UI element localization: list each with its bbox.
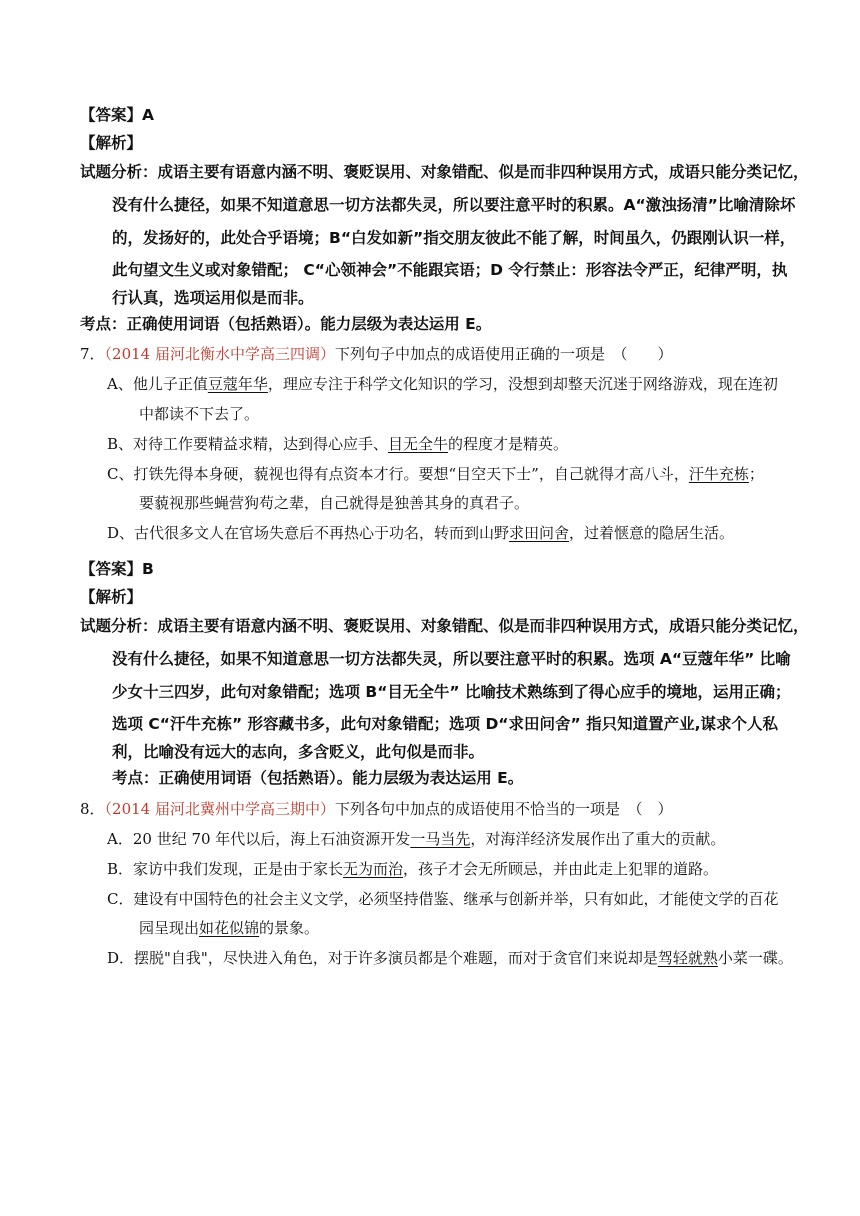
q8-option-a: A．20 世纪 70 年代以后，海上石油资源开发一马当先，对海洋经济发展作出了重大的贡献。 [107,830,726,848]
question-number: 8． [80,800,105,818]
q8-option-b: B．家访中我们发现，正是由于家长无为而治，孩子才会无所顾忌，并由此走上犯罪的道路。 [107,860,719,878]
q8-option-c-cont: 园呈现出如花似锦的景象。 [139,919,320,937]
idiom: 驾轻就熟 [657,949,718,967]
analysis-line: 此句望文生义或对象错配； C“心领神会”不能跟宾语；D 令行禁止：形容法令严正，纪律严明，执 [112,261,788,279]
answer-label: 【答案】A [80,106,154,124]
analysis-label: 【解析】 [80,588,143,606]
analysis-line: 的，发扬好的，此处合乎语境；B“白发如新”指交朋友彼此不能了解，时间虽久，仍跟刚认识一样， [112,229,796,247]
idiom: 目无全牛 [388,435,449,453]
analysis-line: 少女十三四岁，此句对象错配；选项 B“目无全牛” 比喻技术熟练到了得心应手的境地，运用正确； [112,683,791,701]
idiom: 一马当先 [410,830,471,848]
analysis-line: 没有什么捷径，如果不知道意思一切方法都失灵，所以要注意平时的积累。A“激浊扬清”比喻清除坏 [112,196,796,214]
q8-option-c: C．建设有中国特色的社会主义文学，必须坚持借鉴、继承与创新并举，只有如此，才能使文学的百花 [107,890,779,908]
analysis-line: 行认真，选项运用似是而非。 [112,289,314,307]
kaodian-line: 考点：正确使用词语（包括熟语）。能力层级为表达运用 E。 [112,769,524,787]
q7-option-a: A、他儿子正值豆蔻年华，理应专注于科学文化知识的学习，没想到却整天沉迷于网络游戏，现在连初 [107,375,778,393]
idiom: 如花似锦 [199,919,260,937]
question-source: （2014 届河北衡水中学高三四调） [104,345,335,363]
q7-option-c: C、打铁先得本身硬，藐视也得有点资本才行。要想“目空天下士”，自己就得才高八斗，汗牛充栋； [107,465,764,483]
kaodian-line: 考点：正确使用词语（包括熟语）。能力层级为表达运用 E。 [80,315,492,333]
question-7-header [80,342,673,366]
q7-option-b: B、对待工作要精益求精，达到得心应手、目无全牛的程度才是精英。 [107,435,569,453]
question-stem: 下列各句中加点的成语使用不恰当的一项是 （ ） [335,800,673,818]
q7-option-a-cont: 中都读不下去了。 [139,405,260,423]
analysis-line: 试题分析：成语主要有语意内涵不明、褒贬误用、对象错配、似是而非四种误用方式，成语只能分类记忆， [80,617,809,635]
analysis-line: 选项 C“汗牛充栋” 形容藏书多，此句对象错配；选项 D“求田问舍” 指只知道置产业,谋求个人私 [112,715,778,733]
q7-option-c-cont: 要藐视那些蝇营狗苟之辈，自己就得是独善其身的真君子。 [139,494,530,512]
analysis-label: 【解析】 [80,134,143,152]
answer-label: 【答案】B [80,560,154,578]
question-source: （2014 届河北冀州中学高三期中） [104,800,335,818]
analysis-line: 没有什么捷径，如果不知道意思一切方法都失灵，所以要注意平时的积累。选项 A“豆蔻年华” 比喻 [112,650,791,668]
question-number: 7． [80,345,105,363]
idiom: 豆蔻年华 [207,375,268,393]
question-stem: 下列句子中加点的成语使用正确的一项是 （ ） [335,345,673,363]
idiom: 求田问舍 [509,524,570,542]
analysis-line: 试题分析：成语主要有语意内涵不明、褒贬误用、对象错配、似是而非四种误用方式，成语只能分类记忆， [80,163,809,181]
idiom: 无为而治 [343,860,404,878]
question-8-header [80,797,673,821]
q7-option-d: D、古代很多文人在官场失意后不再热心于功名，转而到山野求田问舍，过着惬意的隐居生活。 [107,524,735,542]
idiom: 汗牛充栋 [688,465,749,483]
q8-option-d: D．摆脱"自我"，尽快进入角色，对于许多演员都是个难题，而对于贪官们来说却是驾轻就熟小菜一碟。 [107,949,793,967]
analysis-line: 利，比喻没有远大的志向，多含贬义，此句似是而非。 [112,743,485,761]
